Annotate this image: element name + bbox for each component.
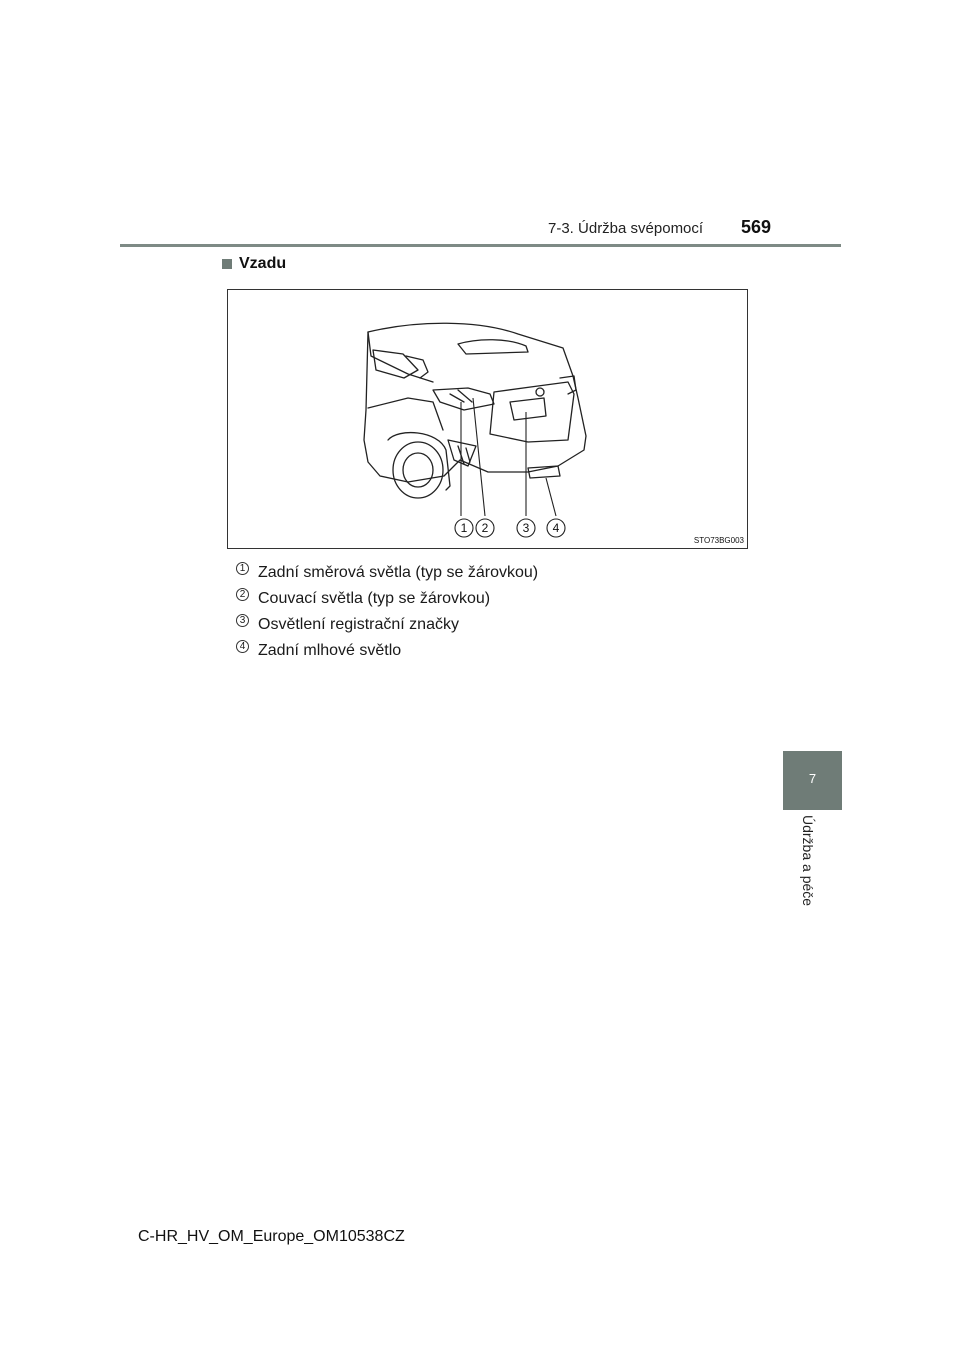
legend-text: Zadní směrová světla (typ se žárovkou) [258, 564, 539, 581]
figure-code: STO73BG003 [693, 536, 744, 545]
section-heading [222, 255, 286, 273]
list-item [236, 638, 538, 664]
section-heading-text: Vzadu [239, 255, 287, 272]
callout-3: 3 [522, 521, 530, 535]
number-badge: 1 [236, 562, 249, 575]
callout-4: 4 [552, 521, 560, 535]
header-rule [120, 244, 841, 247]
legend-list [236, 560, 538, 664]
chapter-tab[interactable] [783, 751, 842, 810]
list-item [236, 560, 538, 586]
chapter-title: Údržba a péče [800, 815, 816, 907]
legend-text: Couvací světla (typ se žárovkou) [258, 590, 491, 607]
page-number: 569 [741, 217, 772, 237]
legend-text: Osvětlení registrační značky [258, 616, 459, 633]
number-badge: 2 [236, 588, 249, 601]
figure-rear-lights [227, 289, 748, 549]
square-bullet-icon [222, 259, 232, 269]
car-rear-illustration [228, 290, 749, 550]
number-badge: 3 [236, 614, 249, 627]
legend-text: Zadní mlhové světlo [258, 642, 402, 659]
callout-1: 1 [460, 521, 468, 535]
callout-2: 2 [481, 521, 489, 535]
list-item [236, 586, 538, 612]
chapter-number: 7 [808, 771, 817, 786]
header-section-title: 7-3. Údržba svépomocí [548, 220, 704, 237]
footer-document-id: C-HR_HV_OM_Europe_OM10538CZ [138, 1228, 405, 1245]
list-item [236, 612, 538, 638]
number-badge: 4 [236, 640, 249, 653]
